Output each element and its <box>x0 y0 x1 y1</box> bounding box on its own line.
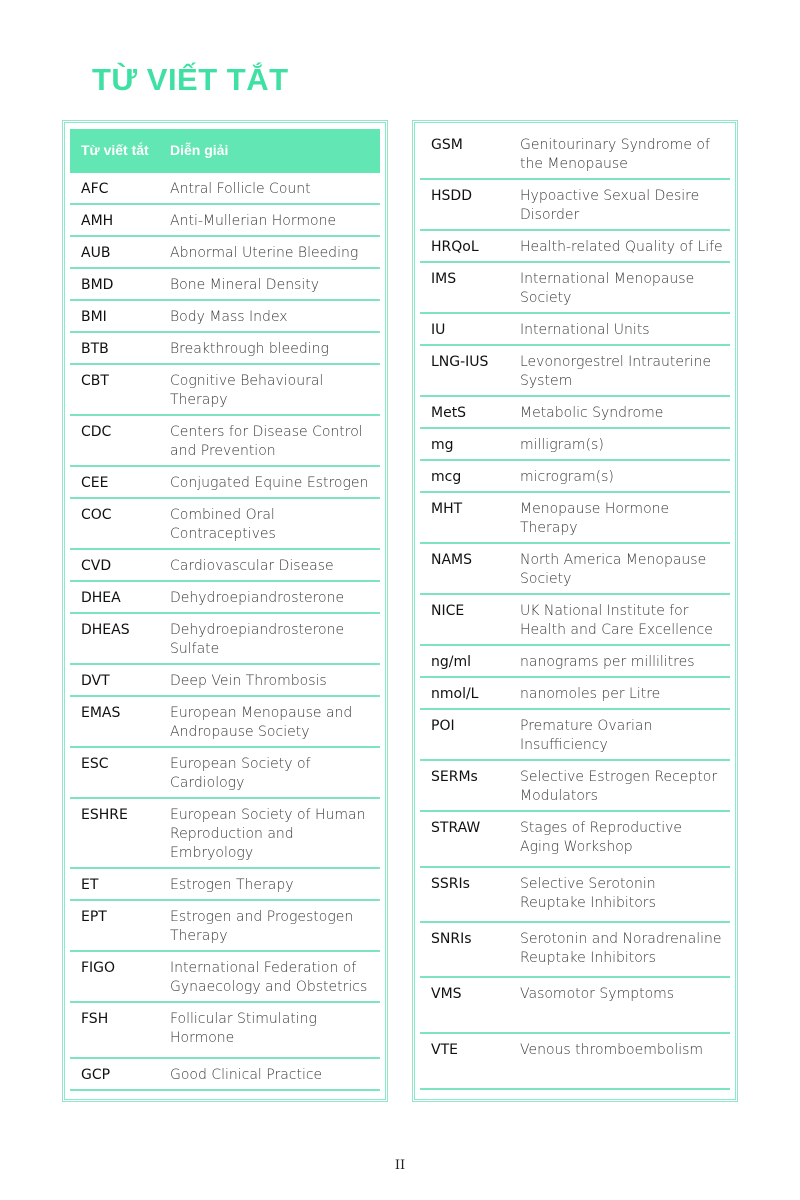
row-desc: Bone Mineral Density <box>170 277 320 293</box>
row-abbr: STRAW <box>431 820 481 836</box>
row-abbr: AUB <box>81 245 111 261</box>
row-abbr: GCP <box>81 1067 111 1083</box>
row-abbr: SSRIs <box>431 876 470 892</box>
table-row <box>420 429 730 461</box>
row-abbr: MetS <box>431 405 467 421</box>
row-desc: Body Mass Index <box>170 309 288 325</box>
table-row <box>420 461 730 493</box>
row-desc: Health-related Quality of Life <box>520 239 723 255</box>
row-desc: International Federation of Gynaecology and Obstetrics <box>170 960 368 995</box>
row-desc: Combined Oral Contraceptives <box>170 507 276 542</box>
row-desc: Centers for Disease Control and Prevention <box>170 424 363 459</box>
row-desc: nanograms per millilitres <box>520 654 695 670</box>
table-row <box>70 499 380 550</box>
row-desc: Levonorgestrel Intrauterine System <box>520 354 712 389</box>
table-row <box>420 263 730 314</box>
row-desc: Good Clinical Practice <box>170 1067 323 1083</box>
row-desc: Estrogen and Progestogen Therapy <box>170 909 354 944</box>
row-desc: Hypoactive Sexual Desire Disorder <box>520 188 700 223</box>
row-desc: Vasomotor Symptoms <box>520 986 675 1002</box>
table-row <box>70 333 380 365</box>
header-abbr: Từ viết tắt <box>81 142 149 158</box>
table-row <box>70 952 380 1003</box>
row-desc: Venous thromboembolism <box>520 1042 704 1058</box>
table-row <box>70 665 380 697</box>
row-abbr: MHT <box>431 501 463 517</box>
row-desc: microgram(s) <box>520 469 614 485</box>
table-header <box>70 129 380 173</box>
table-row <box>70 1003 380 1059</box>
row-abbr: GSM <box>431 137 463 153</box>
table-row <box>420 314 730 346</box>
row-desc: Genitourinary Syndrome of the Menopause <box>520 137 710 172</box>
table-row <box>420 923 730 978</box>
row-desc: Menopause Hormone Therapy <box>520 501 670 536</box>
abbreviation-table-left <box>62 120 388 1102</box>
row-desc: Metabolic Syndrome <box>520 405 664 421</box>
row-desc: Deep Vein Thrombosis <box>170 673 327 689</box>
table-row <box>420 761 730 812</box>
row-desc: UK National Institute for Health and Care Excellence <box>520 603 713 638</box>
table-row <box>70 467 380 499</box>
row-abbr: ng/ml <box>431 654 472 670</box>
row-desc: Selective Estrogen Receptor Modulators <box>520 769 718 804</box>
row-abbr: DHEA <box>81 590 121 606</box>
row-desc: Antral Follicle Count <box>170 181 311 197</box>
table-row <box>70 173 380 205</box>
table-row <box>70 416 380 467</box>
row-abbr: NAMS <box>431 552 473 568</box>
row-desc: Conjugated Equine Estrogen <box>170 475 369 491</box>
row-abbr: mg <box>431 437 454 453</box>
table-row <box>70 901 380 952</box>
row-abbr: ESC <box>81 756 109 772</box>
table-row <box>70 301 380 333</box>
table-row <box>420 397 730 429</box>
row-abbr: LNG-IUS <box>431 354 489 370</box>
row-abbr: NICE <box>431 603 465 619</box>
table-row <box>420 493 730 544</box>
row-abbr: VTE <box>431 1042 458 1058</box>
row-abbr: CDC <box>81 424 112 440</box>
row-desc: Breakthrough bleeding <box>170 341 329 357</box>
row-abbr: EPT <box>81 909 107 925</box>
row-desc: Cognitive Behavioural Therapy <box>170 373 324 408</box>
row-abbr: IU <box>431 322 446 338</box>
table-row <box>70 269 380 301</box>
table-row <box>70 697 380 748</box>
row-desc: Premature Ovarian Insufficiency <box>520 718 653 753</box>
row-abbr: EMAS <box>81 705 121 721</box>
page-title: TỪ VIẾT TẮT <box>92 62 289 97</box>
row-desc: Follicular Stimulating Hormone <box>170 1011 317 1046</box>
table-row <box>420 180 730 231</box>
table-row <box>420 231 730 263</box>
table-row <box>70 237 380 269</box>
table-row <box>420 544 730 595</box>
table-row <box>420 595 730 646</box>
row-abbr: CEE <box>81 475 109 491</box>
table-row <box>70 550 380 582</box>
row-abbr: ET <box>81 877 99 893</box>
row-desc: European Society of Cardiology <box>170 756 311 791</box>
row-desc: milligram(s) <box>520 437 604 453</box>
table-row <box>420 346 730 397</box>
row-desc: North America Menopause Society <box>520 552 707 587</box>
table-row <box>70 1059 380 1091</box>
page-number: II <box>394 1158 406 1173</box>
row-abbr: nmol/L <box>431 686 479 702</box>
row-abbr: AMH <box>81 213 114 229</box>
row-desc: Dehydroepiandrosterone <box>170 590 345 606</box>
row-desc: Selective Serotonin Reuptake Inhibitors <box>520 876 656 911</box>
row-desc: Estrogen Therapy <box>170 877 294 893</box>
row-desc: Abnormal Uterine Bleeding <box>170 245 359 261</box>
row-abbr: IMS <box>431 271 457 287</box>
table-row <box>420 129 730 180</box>
table-row <box>420 812 730 868</box>
table-row <box>70 869 380 901</box>
table-row <box>420 868 730 923</box>
table-row <box>420 678 730 710</box>
table-row <box>70 582 380 614</box>
row-desc: Serotonin and Noradrenaline Reuptake Inhibitors <box>520 931 722 966</box>
row-desc: Stages of Reproductive Aging Workshop <box>520 820 683 855</box>
row-abbr: HRQoL <box>431 239 479 255</box>
header-desc: Diễn giải <box>170 142 229 158</box>
table-row <box>70 614 380 665</box>
row-abbr: mcg <box>431 469 462 485</box>
row-abbr: DHEAS <box>81 622 130 638</box>
row-abbr: SERMs <box>431 769 478 785</box>
table-row <box>420 1034 730 1090</box>
row-desc: European Society of Human Reproduction and Embryology <box>170 807 366 861</box>
row-desc: nanomoles per Litre <box>520 686 661 702</box>
row-abbr: FSH <box>81 1011 109 1027</box>
table-row <box>70 748 380 799</box>
row-abbr: CBT <box>81 373 109 389</box>
row-abbr: ESHRE <box>81 807 128 823</box>
row-abbr: SNRIs <box>431 931 472 947</box>
row-desc: Dehydroepiandrosterone Sulfate <box>170 622 345 657</box>
row-desc: Cardiovascular Disease <box>170 558 334 574</box>
table-row <box>420 978 730 1034</box>
abbreviation-table-right <box>412 120 738 1102</box>
row-abbr: DVT <box>81 673 110 689</box>
row-abbr: CVD <box>81 558 112 574</box>
row-desc: International Units <box>520 322 650 338</box>
table-row <box>420 646 730 678</box>
row-abbr: BMI <box>81 309 107 325</box>
row-abbr: FIGO <box>81 960 116 976</box>
table-row <box>70 365 380 416</box>
row-abbr: POI <box>431 718 455 734</box>
row-abbr: VMS <box>431 986 462 1002</box>
table-row <box>70 799 380 869</box>
row-abbr: COC <box>81 507 112 523</box>
row-abbr: HSDD <box>431 188 472 204</box>
row-abbr: BMD <box>81 277 114 293</box>
row-desc: Anti-Mullerian Hormone <box>170 213 337 229</box>
row-desc: European Menopause and Andropause Society <box>170 705 353 740</box>
row-abbr: AFC <box>81 181 109 197</box>
table-row <box>70 205 380 237</box>
row-desc: International Menopause Society <box>520 271 695 306</box>
row-abbr: BTB <box>81 341 109 357</box>
table-row <box>420 710 730 761</box>
